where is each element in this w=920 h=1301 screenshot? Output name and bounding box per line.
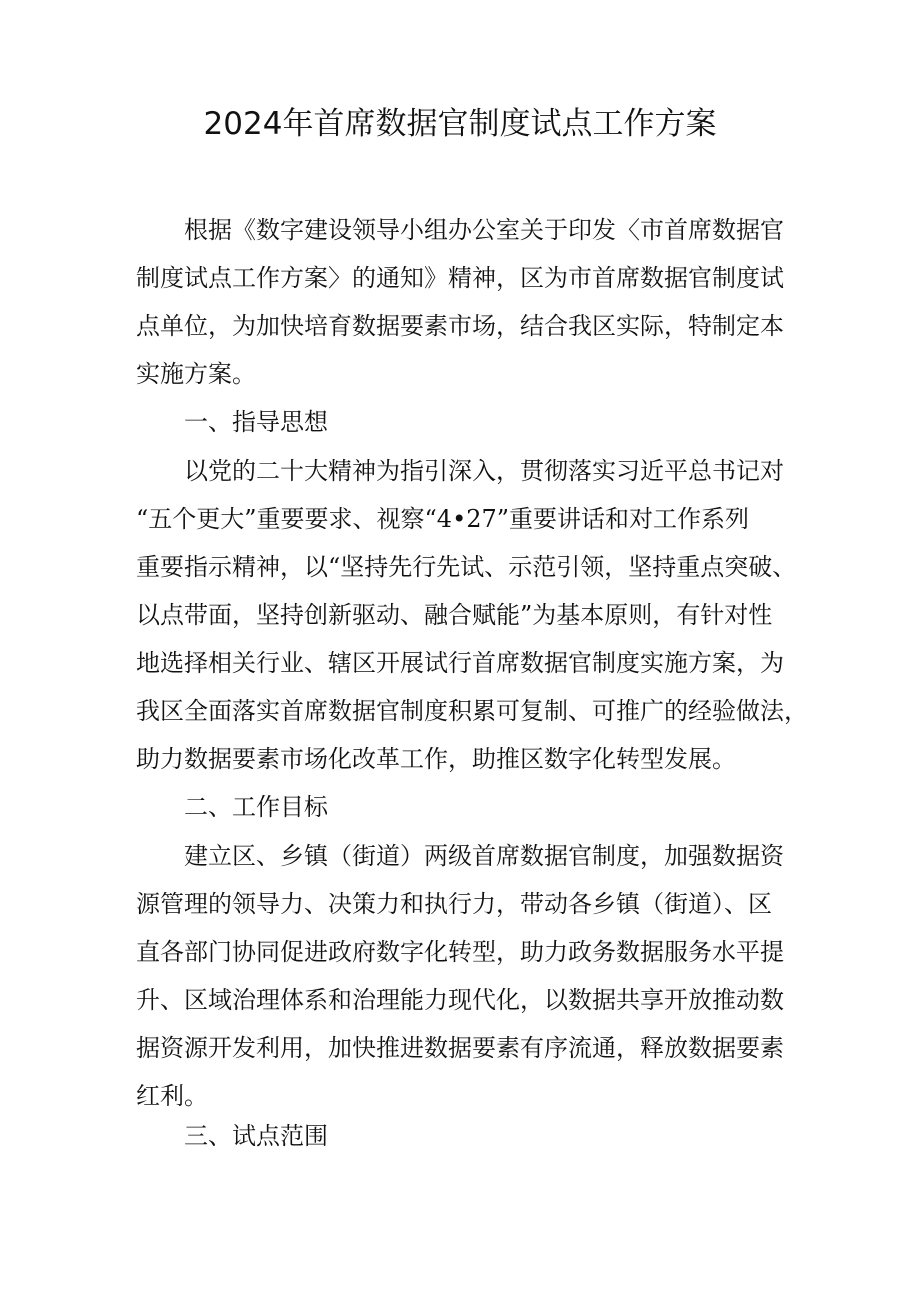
intro-line-2: 制度试点工作方案〉的通知》精神，区为市首席数据官制度试 xyxy=(136,264,784,292)
section1-line-1: 以党的二十大精神为指引深入，贯彻落实习近平总书记对 xyxy=(184,457,784,485)
section-heading-pilot-scope: 三、试点范围 xyxy=(184,1122,328,1150)
section2-line-1: 建立区、乡镇（街道）两级首席数据官制度，加强数据资 xyxy=(184,842,784,870)
section-heading-work-goals: 二、工作目标 xyxy=(184,793,328,821)
section1-line-5: 地选择相关行业、辖区开展试行首席数据官制度实施方案，为 xyxy=(136,649,784,677)
document-title: 2024年首席数据官制度试点工作方案 xyxy=(203,106,717,142)
section1-line-3: 重要指示精神，以“坚持先行先试、示范引领，坚持重点突破、 xyxy=(136,553,797,581)
intro-line-4: 实施方案。 xyxy=(136,360,256,388)
section-heading-guiding-ideology: 一、指导思想 xyxy=(184,408,328,436)
section1-line-4: 以点带面，坚持创新驱动、融合赋能”为基本原则，有针对性 xyxy=(136,601,773,629)
section2-line-3: 直各部门协同促进政府数字化转型，助力政务数据服务水平提 xyxy=(136,938,784,966)
section2-line-5: 据资源开发利用，加快推进数据要素有序流通，释放数据要素 xyxy=(136,1034,784,1062)
section1-line-6: 我区全面落实首席数据官制度积累可复制、可推广的经验做法， xyxy=(136,697,808,725)
section1-line-2: “五个更大”重要要求、视察“4•27”重要讲话和对工作系列 xyxy=(136,505,750,533)
intro-line-3: 点单位，为加快培育数据要素市场，结合我区实际，特制定本 xyxy=(136,312,784,340)
section2-line-4: 升、区域治理体系和治理能力现代化，以数据共享开放推动数 xyxy=(136,986,784,1014)
section2-line-2: 源管理的领导力、决策力和执行力，带动各乡镇（街道）、区 xyxy=(136,890,772,918)
section1-line-7: 助力数据要素市场化改革工作，助推区数字化转型发展。 xyxy=(136,745,736,773)
intro-line-1: 根据《数字建设领导小组办公室关于印发〈市首席数据官 xyxy=(184,216,784,244)
section2-line-6: 红利。 xyxy=(136,1082,208,1110)
